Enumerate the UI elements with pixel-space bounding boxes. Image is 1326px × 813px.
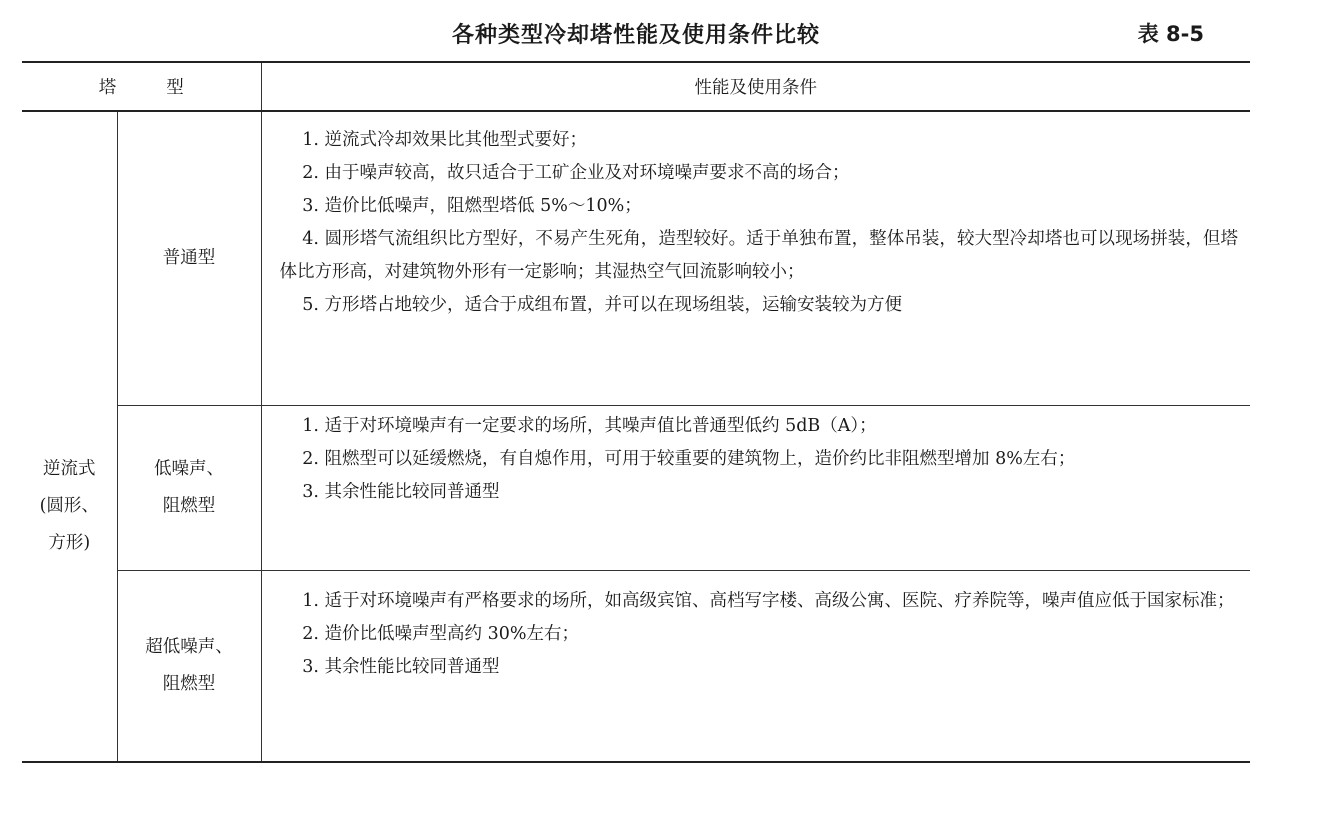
performance-item: 1. 逆流式冷却效果比其他型式要好；: [302, 130, 588, 150]
performance-item: 2. 造价比低噪声型高约 30%左右；: [302, 624, 579, 644]
flow-type-line: 方形): [48, 533, 91, 553]
subtype-label: 超低噪声、: [145, 637, 233, 657]
performance-item: 5. 方形塔占地较少，适合于成组布置，并可以在现场组装，运输安装较为方便: [302, 295, 903, 315]
header-performance: 性能及使用条件: [261, 62, 1250, 111]
table-row: [22, 406, 1250, 571]
performance-cell: [261, 111, 1250, 406]
table-row: [22, 111, 1250, 406]
table-number: 表 8-5: [1137, 22, 1204, 46]
page-title: 各种类型冷却塔性能及使用条件比较: [451, 23, 820, 48]
performance-item: 3. 其余性能比较同普通型: [302, 482, 500, 502]
subtype-label: 阻燃型: [162, 674, 216, 694]
table-row: [22, 571, 1250, 763]
flow-type-line: 逆流式: [43, 459, 96, 479]
title-row: [22, 16, 1250, 52]
performance-item: 1. 适于对环境噪声有严格要求的场所，如高级宾馆、高档写字楼、高级公寓、医院、疗养院等，噪声值应低于国家标准；: [302, 591, 1235, 611]
subtype-label: 普通型: [162, 248, 216, 268]
header-tower-type: [22, 62, 261, 111]
subtype-cell: [117, 571, 261, 763]
performance-item: 2. 阻燃型可以延缓燃烧，有自熄作用，可用于较重要的建筑物上，造价约比非阻燃型增加 8%左右；: [302, 449, 1076, 469]
flow-type-cell: [22, 111, 117, 762]
flow-type-line: (圆形、: [39, 496, 99, 516]
performance-item: 4. 圆形塔气流组织比方型好，不易产生死角，造型较好。适于单独布置，整体吊装，较大型冷却塔也可以现场拼装，但塔体比方形高，对建筑物外形有一定影响；其湿热空气回流影响较小；: [279, 229, 1238, 282]
header-tower-type-part1: 塔: [98, 78, 117, 98]
performance-item: 3. 其余性能比较同普通型: [302, 657, 500, 677]
subtype-label: 低噪声、: [154, 459, 224, 479]
performance-item: 1. 适于对环境噪声有一定要求的场所，其噪声值比普通型低约 5dB（A）；: [302, 416, 877, 436]
performance-cell: [261, 571, 1250, 763]
subtype-cell: [117, 111, 261, 406]
subtype-label: 阻燃型: [162, 496, 216, 516]
performance-table: [22, 61, 1250, 763]
subtype-cell: [117, 406, 261, 571]
table-header-row: [22, 62, 1250, 111]
performance-item: 2. 由于噪声较高，故只适合于工矿企业及对环境噪声要求不高的场合；: [302, 163, 850, 183]
performance-item: 3. 造价比低噪声，阻燃型塔低 5%～10%；: [302, 196, 642, 216]
header-tower-type-part2: 型: [166, 78, 184, 98]
performance-cell: [261, 406, 1250, 571]
